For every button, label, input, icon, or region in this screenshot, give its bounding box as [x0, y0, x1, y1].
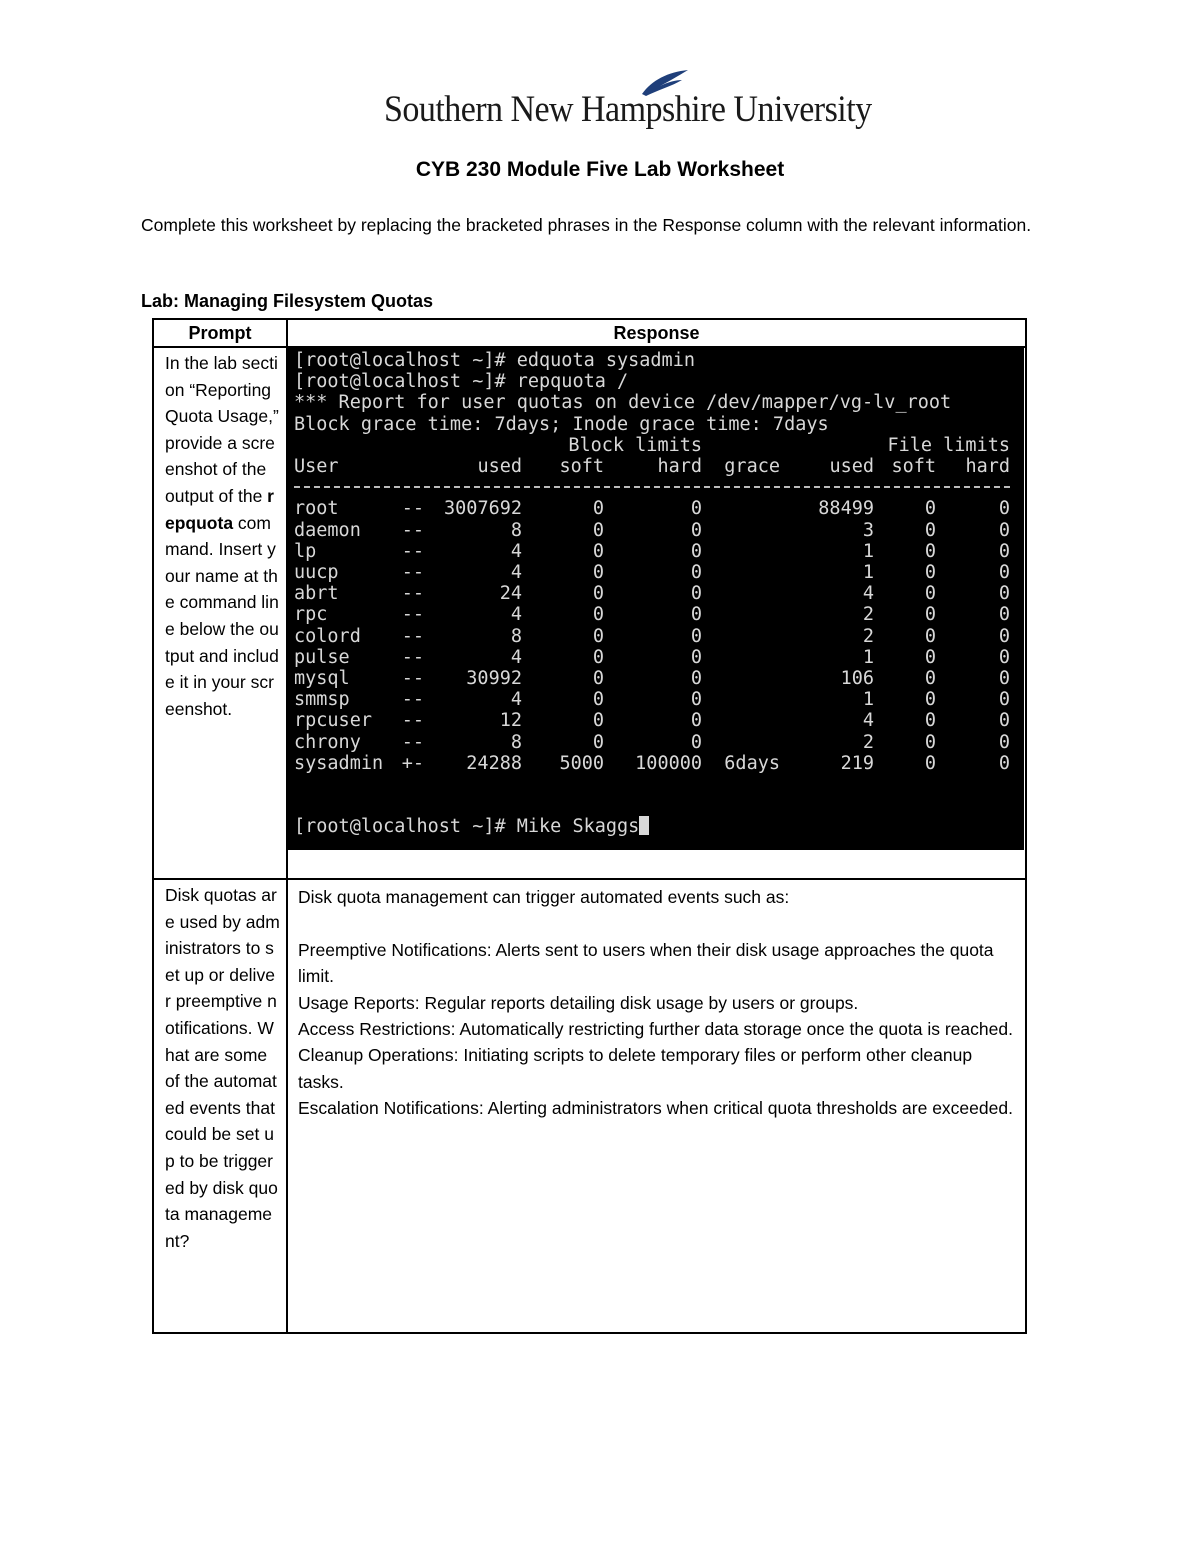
response-item: Preemptive Notifications: Alerts sent to users when their disk usage approaches the quota limit. [298, 939, 994, 987]
lab-heading: Lab: Managing Filesystem Quotas [141, 291, 434, 311]
terminal-column-header: soft [891, 456, 936, 477]
terminal-cell: 0 [998, 752, 1010, 774]
terminal-cell: -- [401, 625, 424, 647]
terminal-cell: -- [401, 583, 424, 605]
terminal-cell: 4 [862, 710, 874, 732]
terminal-cell: 24 [499, 583, 522, 605]
terminal-cell: 24288 [466, 752, 522, 774]
prompt-cell: Disk quotas are used by administrators to set up or deliver preemptive notifications. What are some of the automated events that could be set up to be triggered by disk quota management? [153, 879, 287, 1333]
terminal-cell: 0 [998, 689, 1010, 711]
terminal-cell: 0 [924, 583, 936, 605]
terminal-cell: 0 [998, 625, 1010, 647]
terminal-cell: 0 [924, 752, 936, 774]
blank-line [298, 910, 1017, 936]
response-item: Cleanup Operations: Initiating scripts to delete temporary files or perform other cleanup tasks. [298, 1045, 973, 1092]
cursor-icon [639, 816, 649, 835]
response-item: Escalation Notifications: Alerting administrators when critical quota thresholds are exceeded. [298, 1098, 1013, 1119]
terminal-cell: 0 [690, 646, 702, 668]
terminal-cell: smmsp [294, 689, 350, 711]
table-row [153, 347, 1026, 879]
terminal-cell: 4 [510, 604, 522, 626]
terminal-cell: 2 [862, 731, 874, 753]
terminal-column-header: hard [965, 456, 1010, 477]
terminal-cell: daemon [294, 519, 361, 541]
terminal-cell: 0 [924, 540, 936, 562]
terminal-line: [root@localhost ~]# edquota sysadmin [294, 350, 695, 371]
terminal-cell: 0 [998, 668, 1010, 689]
terminal-cell: 0 [998, 540, 1010, 562]
terminal-cell: 0 [924, 498, 936, 520]
terminal-cell: 0 [592, 625, 604, 647]
terminal-cell: 88499 [818, 498, 874, 520]
terminal-cell: 0 [690, 689, 702, 711]
logo-text: Southern New Hampshire University [384, 89, 872, 130]
terminal-cell: -- [401, 498, 424, 520]
terminal-cell: 8 [510, 731, 522, 753]
terminal-column-header: used [829, 456, 874, 477]
terminal-cell: rpc [294, 604, 328, 626]
header-response: Response [287, 319, 1026, 347]
terminal-cell: 0 [592, 710, 604, 732]
terminal-cell: uucp [294, 562, 339, 583]
terminal-cell: +- [401, 752, 424, 774]
terminal-cell: -- [401, 519, 424, 541]
terminal-cell: 30992 [466, 668, 522, 689]
table-row [153, 879, 1026, 1333]
terminal-cell: 0 [592, 562, 604, 583]
terminal-cell: 0 [592, 519, 604, 541]
terminal-cell: 0 [592, 668, 604, 689]
terminal-line: Block grace time: 7days; Inode grace time: 7days [294, 413, 829, 435]
terminal-cell: 0 [998, 498, 1010, 520]
terminal-column-header: User [294, 456, 339, 477]
worksheet-table [152, 318, 1027, 1334]
terminal-cell: mysql [294, 668, 350, 689]
terminal-cell: 2 [862, 604, 874, 626]
terminal-cell: abrt [294, 583, 339, 605]
intro-text: Complete this worksheet by replacing the bracketed phrases in the Response column with the relevant information. [141, 215, 1032, 235]
terminal-cell: -- [401, 604, 424, 626]
terminal-cell: 0 [998, 519, 1010, 541]
terminal-cell: 0 [690, 731, 702, 753]
terminal-column-header: hard [657, 456, 702, 477]
terminal-cell: 0 [924, 562, 936, 583]
response-intro: Disk quota management can trigger automated events such as: [298, 887, 790, 907]
terminal-cell: 1 [862, 540, 874, 562]
terminal-cell: 0 [592, 583, 604, 605]
terminal-cell: colord [294, 625, 361, 647]
terminal-cell: root [294, 498, 339, 520]
terminal-cell: 0 [998, 731, 1010, 753]
terminal-cell: sysadmin [294, 752, 384, 774]
terminal-column-header: used [477, 456, 522, 477]
terminal-cell: 5000 [559, 752, 604, 774]
terminal-cell: 6days [724, 752, 780, 774]
terminal-prompt-line: [root@localhost ~]# Mike Skaggs [294, 816, 649, 837]
response-cell [287, 879, 1026, 1333]
terminal-cell: 0 [690, 498, 702, 520]
terminal-cell: 12 [499, 710, 522, 732]
terminal-cell: 0 [998, 710, 1010, 732]
terminal-cell: 4 [510, 562, 522, 583]
terminal-cell: 0 [924, 689, 936, 711]
terminal-cell: 0 [924, 625, 936, 647]
terminal-cell: 0 [690, 668, 702, 689]
terminal-cell: rpcuser [294, 710, 372, 732]
terminal-cell: 0 [924, 710, 936, 732]
response-cell [287, 347, 1026, 879]
terminal-line: *** Report for user quotas on device /dev/mapper/vg-lv_root [294, 392, 952, 414]
prompt-text: In the lab section “Reporting Quota Usage,” provide a screenshot of the output of the [165, 353, 279, 506]
terminal-cell: lp [294, 540, 317, 562]
terminal-cell: 8 [510, 519, 522, 541]
prompt-text-end: command. Insert your name at the command line below the output and include it in your screenshot. [165, 512, 279, 719]
terminal-cell: 4 [862, 583, 874, 605]
terminal-line: [root@localhost ~]# repquota / [294, 371, 629, 393]
terminal-cell: 0 [924, 646, 936, 668]
terminal-cell: 0 [690, 519, 702, 541]
university-logo [384, 68, 872, 138]
response-item: Access Restrictions: Automatically restricting further data storage once the quota is reached. [298, 1019, 1013, 1040]
terminal-cell: 0 [690, 625, 702, 647]
terminal-cell: -- [401, 646, 424, 668]
terminal-cell: 219 [840, 752, 874, 774]
terminal-cell: 0 [998, 562, 1010, 583]
terminal-cell: -- [401, 540, 424, 562]
terminal-cell: 4 [510, 646, 522, 668]
terminal-cell: 0 [690, 562, 702, 583]
terminal-cell: chrony [294, 731, 361, 753]
terminal-cell: 0 [690, 540, 702, 562]
response-item: Usage Reports: Regular reports detailing disk usage by users or groups. [298, 992, 859, 1013]
terminal-cell: 0 [592, 646, 604, 668]
terminal-cell: 100000 [635, 752, 702, 774]
terminal-cell: 0 [690, 710, 702, 732]
terminal-cell: 3007692 [444, 498, 522, 520]
terminal-cell: 0 [690, 583, 702, 605]
table-header-row [153, 319, 1026, 347]
terminal-cell: 1 [862, 646, 874, 668]
terminal-cell: 0 [924, 604, 936, 626]
terminal-cell: -- [401, 710, 424, 732]
terminal-cell: 106 [840, 668, 874, 689]
terminal-screenshot [288, 348, 1024, 850]
terminal-cell: 0 [998, 604, 1010, 626]
terminal-cell: 0 [924, 519, 936, 541]
terminal-cell: 4 [510, 689, 522, 711]
terminal-cell: 0 [924, 668, 936, 689]
terminal-cell: 0 [592, 498, 604, 520]
terminal-cell: 1 [862, 689, 874, 711]
terminal-cell: -- [401, 689, 424, 711]
terminal-cell: -- [401, 668, 424, 689]
terminal-cell: 0 [998, 583, 1010, 605]
terminal-cell: 4 [510, 540, 522, 562]
terminal-cell: 8 [510, 625, 522, 647]
terminal-cell: 0 [998, 646, 1010, 668]
terminal-cell: 3 [862, 519, 874, 541]
terminal-cell: 2 [862, 625, 874, 647]
terminal-column-header: grace [724, 456, 780, 477]
page-title: CYB 230 Module Five Lab Worksheet [415, 158, 785, 181]
prompt-command: repquota [165, 485, 274, 533]
terminal-cell: 0 [924, 731, 936, 753]
terminal-cell: -- [401, 731, 424, 753]
terminal-cell: pulse [294, 646, 350, 668]
terminal-separator [294, 486, 1010, 488]
terminal-cell: 0 [592, 604, 604, 626]
terminal-column-header: soft [559, 456, 604, 477]
terminal-block-limits-header: Block limits [568, 434, 702, 456]
prompt-cell [153, 347, 287, 879]
terminal-cell: -- [401, 562, 424, 583]
terminal-cell: 0 [592, 689, 604, 711]
terminal-cell: 0 [592, 540, 604, 562]
terminal-cell: 0 [690, 604, 702, 626]
terminal-cell: 0 [592, 731, 604, 753]
terminal-cell: 1 [862, 562, 874, 583]
header-prompt: Prompt [153, 319, 287, 347]
terminal-file-limits-header: File limits [887, 434, 1010, 456]
